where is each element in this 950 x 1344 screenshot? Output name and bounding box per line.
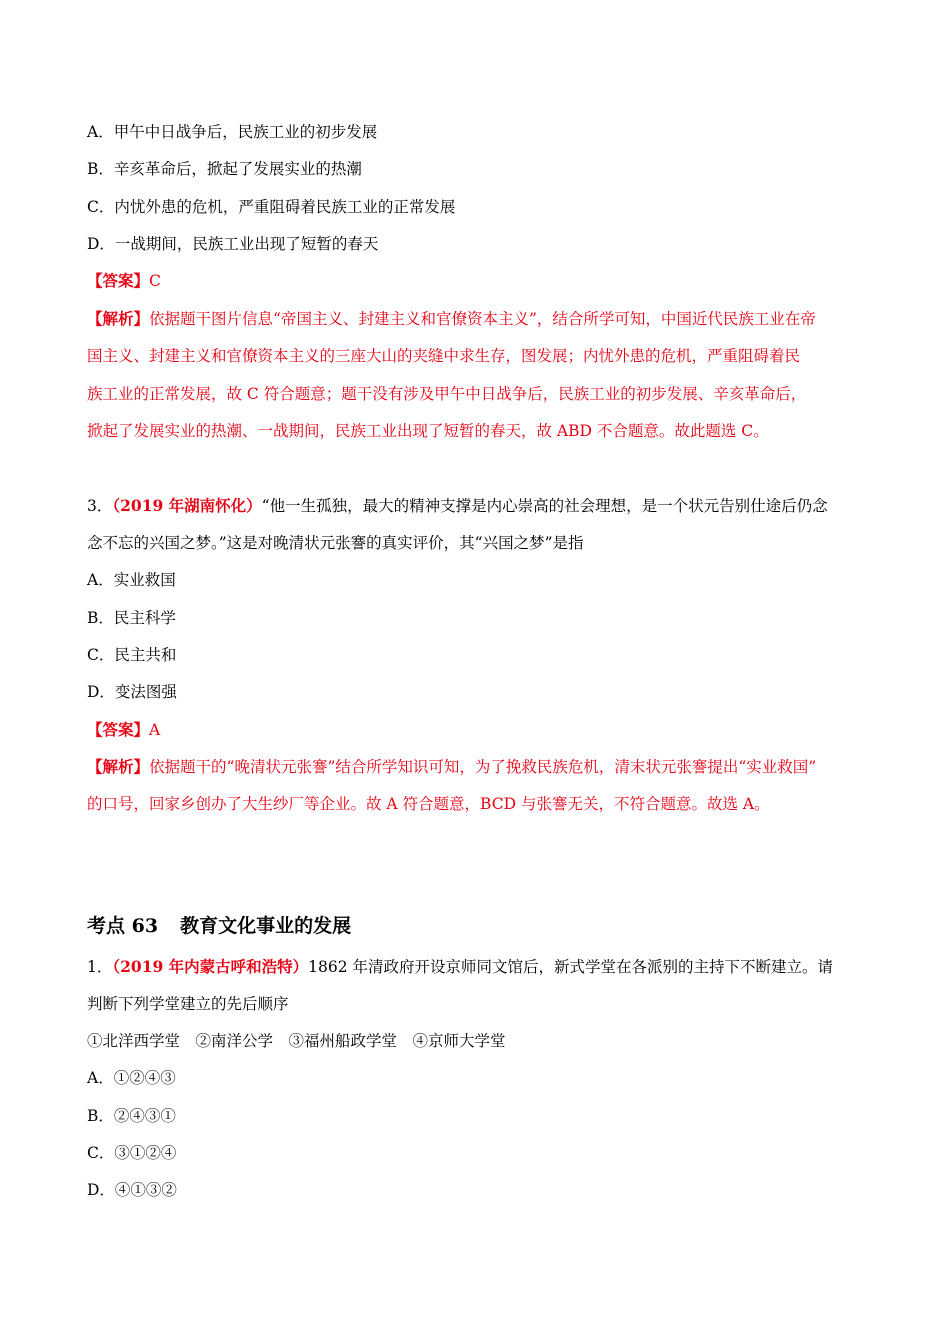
q2-analysis-line-1 <box>87 309 816 329</box>
answer-value: C <box>149 272 161 290</box>
q2-analysis-line-2: 国主义、封建主义和官僚资本主义的三座大山的夹缝中求生存，图发展；内忧外患的危机，严重阻碍着民 <box>87 347 801 365</box>
q3-stem-line-1 <box>87 496 828 516</box>
q1-items: ①北洋西学堂 ②南洋公学 ③福州船政学堂 ④京师大学堂 <box>87 1032 506 1050</box>
q1-stem-line-1 <box>87 957 833 977</box>
q3-option-b: B．民主科学 <box>87 609 176 627</box>
q3-analysis-line-1 <box>87 757 816 777</box>
q3-stem-line-2: 念不忘的兴国之梦。”这是对晚清状元张謇的真实评价，其“兴国之梦”是指 <box>87 534 584 552</box>
q1-stem-line-2: 判断下列学堂建立的先后顺序 <box>87 995 289 1013</box>
q3-answer <box>87 720 160 740</box>
answer-tag: 【答案】 <box>87 271 150 290</box>
analysis-tag: 【解析】 <box>87 757 150 776</box>
q1-option-c: C．③①②④ <box>87 1144 177 1162</box>
q2-option-d: D．一战期间，民族工业出现了短暂的春天 <box>87 235 379 253</box>
answer-value: A <box>149 721 161 739</box>
q2-option-c: C．内忧外患的危机，严重阻碍着民族工业的正常发展 <box>87 198 456 216</box>
section-number: 考点 63 <box>87 915 159 937</box>
question-number: 3． <box>87 497 113 515</box>
analysis-text: 依据题干图片信息“帝国主义、封建主义和官僚资本主义”，结合所学可知，中国近代民族工业在帝 <box>149 310 816 328</box>
q1-option-b: B．②④③① <box>87 1107 176 1125</box>
q2-answer <box>87 271 161 291</box>
q2-analysis-line-3: 族工业的正常发展，故 C 符合题意；题干没有涉及甲午中日战争后，民族工业的初步发展、辛亥革命后， <box>87 385 807 403</box>
q3-option-c: C．民主共和 <box>87 646 177 664</box>
section-title: 教育文化事业的发展 <box>180 915 352 937</box>
q3-option-a: A．实业救国 <box>87 571 176 589</box>
answer-tag: 【答案】 <box>87 720 150 739</box>
question-stem: 1862 年清政府开设京师同文馆后，新式学堂在各派别的主持下不断建立。请 <box>308 958 834 976</box>
q1-option-a: A．①②④③ <box>87 1069 176 1087</box>
question-number: 1． <box>87 958 113 976</box>
q2-option-a: A．甲午中日战争后，民族工业的初步发展 <box>87 123 378 141</box>
analysis-tag: 【解析】 <box>87 309 150 328</box>
question-stem: “他一生孤独，最大的精神支撑是内心崇高的社会理想，是一个状元告别仕途后仍念 <box>261 497 828 515</box>
q2-option-b: B．辛亥革命后，掀起了发展实业的热潮 <box>87 160 362 178</box>
question-source: （2019 年内蒙古呼和浩特） <box>112 957 309 976</box>
q1-option-d: D．④①③② <box>87 1181 177 1199</box>
analysis-text: 依据题干的“晚清状元张謇”结合所学知识可知，为了挽救民族危机，清末状元张謇提出“实业救国” <box>149 758 817 776</box>
q2-analysis-line-4: 掀起了发展实业的热潮、一战期间，民族工业出现了短暂的春天，故 ABD 不合题意。故此题选 C。 <box>87 422 769 440</box>
q3-analysis-line-2: 的口号，回家乡创办了大生纱厂等企业。故 A 符合题意，BCD 与张謇无关，不符合题意。故选 A。 <box>87 795 770 813</box>
section-heading <box>87 911 351 938</box>
q3-option-d: D．变法图强 <box>87 683 177 701</box>
question-source: （2019 年湖南怀化） <box>112 496 262 515</box>
